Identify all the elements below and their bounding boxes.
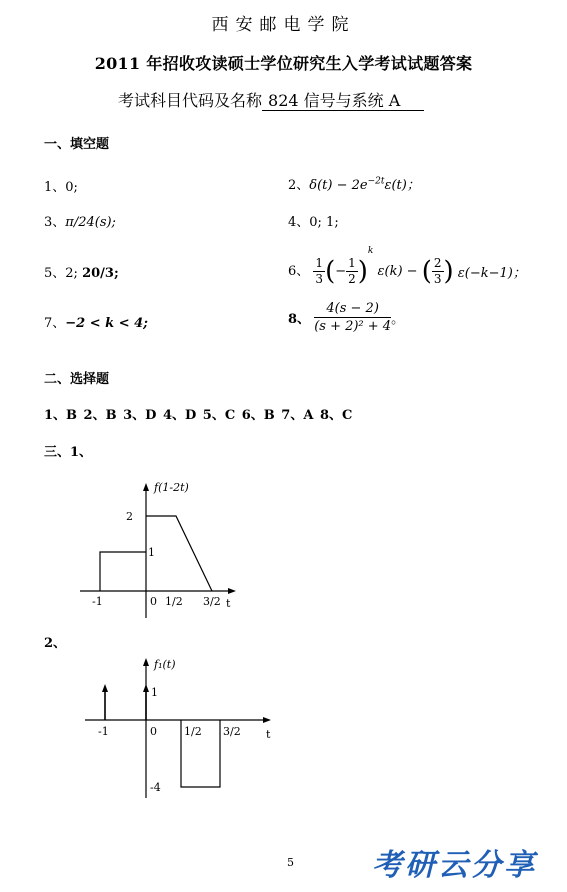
answer-5-prefix: 5、2; bbox=[44, 266, 78, 281]
answer-2-tail: ε(t)； bbox=[384, 178, 420, 193]
answer-1: 1、0; bbox=[44, 180, 78, 195]
fig1-xtick-half: 1/2 bbox=[165, 595, 183, 608]
answer-6-sup: k bbox=[367, 246, 374, 256]
choice-answers: 1、B 2、B 3、D 4、D 5、C 6、B 7、A 8、C bbox=[44, 408, 353, 423]
answer-4: 4、0; 1; bbox=[288, 215, 339, 230]
fig1-ytick-2: 2 bbox=[126, 510, 133, 523]
answer-8 bbox=[288, 300, 404, 335]
fig2-ytick-neg4: -4 bbox=[150, 781, 161, 794]
fig2-ylabel: f₁(t) bbox=[154, 658, 176, 671]
fig2-xtick-half: 1/2 bbox=[184, 725, 202, 738]
fig2-ytick-1: 1 bbox=[151, 686, 158, 699]
answer-2-expr: δ(t) − 2e bbox=[309, 178, 368, 193]
section2-heading: 二、选择题 bbox=[44, 372, 110, 387]
fig1-ylabel: f(1-2t) bbox=[154, 481, 189, 494]
answer-6-frac-1: $\frac{1}{3}$ bbox=[315, 256, 324, 286]
answer-3-expr: π/24(s); bbox=[65, 215, 116, 230]
fig1-y-arrow bbox=[143, 483, 149, 491]
answer-8-prefix: 8、 bbox=[288, 312, 311, 327]
answer-8-tail: 。 bbox=[391, 312, 405, 327]
figure-f1-2t bbox=[70, 470, 250, 620]
answer-6-frac-2: $\frac{1}{2}$ bbox=[348, 256, 356, 286]
subject-label: 考试科目代码及名称 bbox=[118, 91, 263, 110]
fig2-xtick-3half: 3/2 bbox=[223, 725, 241, 738]
fig2-xlabel: t bbox=[266, 728, 271, 741]
answer-7 bbox=[44, 312, 148, 331]
fig1-xtick-0: 0 bbox=[150, 595, 157, 608]
fig1-xlabel: t bbox=[226, 597, 231, 610]
fig2-x-arrow bbox=[263, 717, 271, 723]
answer-6-tail: ε(−k−1)； bbox=[457, 266, 526, 281]
page-number: 5 bbox=[287, 856, 294, 869]
answer-2-prefix: 2、 bbox=[288, 178, 310, 193]
fig2-impulse-neg1-arrow bbox=[102, 684, 108, 692]
subject-line bbox=[118, 88, 424, 111]
answer-7-prefix: 7、 bbox=[44, 316, 66, 331]
fig2-impulse-0-arrow bbox=[143, 684, 149, 692]
answer-8-frac: $\frac{4(s - 2)}{\text{(s + 2)² + 4}}$ bbox=[314, 301, 392, 334]
answer-2-sup: −2t bbox=[367, 176, 385, 187]
fig1-signal-right bbox=[146, 516, 212, 591]
answer-3 bbox=[44, 211, 116, 230]
fig1-xtick-neg1: -1 bbox=[92, 595, 103, 608]
figure-f1t bbox=[80, 650, 280, 800]
answer-6: 6、 $\frac{1}{3}$ (− $\frac{1}{2}$ )$^k$ ε(k) − ( $\frac{2}{3}$ ) ε(−k−1)； bbox=[288, 246, 526, 287]
answer-6-mid: ε(k) − bbox=[377, 264, 418, 279]
fig1-signal-left bbox=[100, 552, 146, 591]
answer-6-prefix: 6、 bbox=[288, 264, 310, 279]
answer-6-frac-3: $\frac{2}{3}$ bbox=[433, 256, 442, 286]
fig2-xtick-neg1: -1 bbox=[98, 725, 109, 738]
fig2-xtick-0: 0 bbox=[150, 725, 157, 738]
answer-5-expr: 20/3; bbox=[82, 266, 119, 281]
fig1-x-arrow bbox=[228, 588, 236, 594]
fig1-ytick-1: 1 bbox=[148, 546, 155, 559]
exam-title: 2011 年招收攻读硕士学位研究生入学考试试题答案 bbox=[94, 54, 473, 73]
answer-3-prefix: 3、 bbox=[44, 215, 66, 230]
fig1-xtick-3half: 3/2 bbox=[203, 595, 221, 608]
answer-2 bbox=[288, 174, 420, 193]
answer-7-expr: −2 < k < 4; bbox=[65, 316, 148, 331]
section3-item-2: 2、 bbox=[44, 636, 67, 651]
school-name: 西安邮电学院 bbox=[211, 15, 356, 35]
watermark-logo: 考研云分享 bbox=[372, 848, 537, 883]
subject-value: 824 信号与系统 A bbox=[262, 91, 424, 111]
section3-heading: 三、1、 bbox=[44, 445, 93, 460]
fig2-y-arrow bbox=[143, 658, 149, 666]
answer-5 bbox=[44, 262, 119, 281]
section1-heading: 一、填空题 bbox=[44, 137, 110, 152]
